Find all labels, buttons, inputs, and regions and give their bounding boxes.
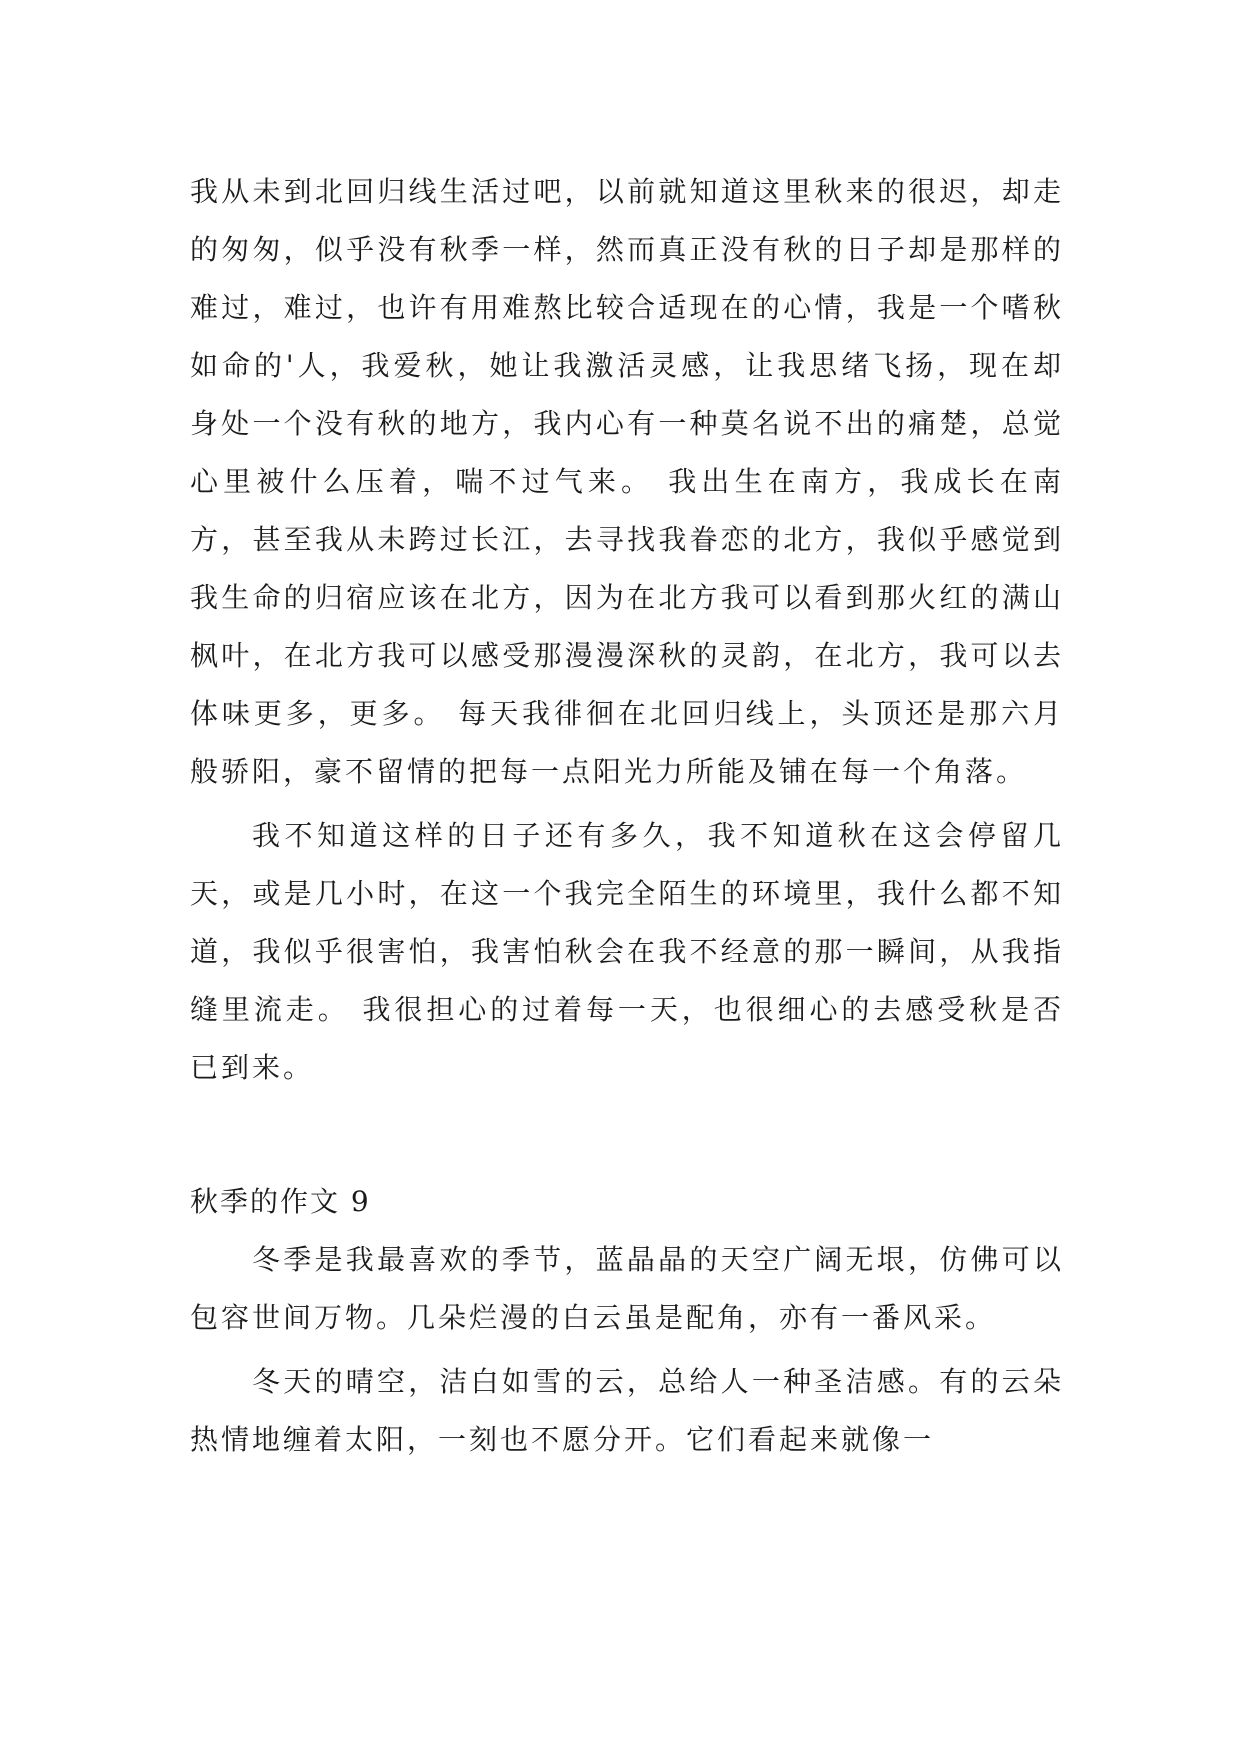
paragraph-winter-clouds: 冬天的晴空，洁白如雪的云，总给人一种圣洁感。有的云朵热情地缠着太阳，一刻也不愿分开。它们看起来就像一 — [190, 1365, 1064, 1456]
paragraph-autumn-north: 我从未到北回归线生活过吧，以前就知道这里秋来的很迟，却走的匆匆，似乎没有秋季一样，然而真正没有秋的日子却是那样的难过，难过，也许有用难熬比较合适现在的心情，我是一个嗜秋如命的'人，我爱秋，她让我激活灵感，让我思绪飞扬，现在却身处一个没有秋的地方，我内心有一种莫名说不出的痛楚，总觉心里被什么压着，喘不过气来。 我出生在南方，我成长在南方，甚至我从未跨过长江，去寻找我眷恋的北方，我似乎感觉到我生命的归宿应该在北方，因为在北方我可以看到那火红的满山枫叶，在北方我可以感受那漫漫深秋的灵韵，在北方，我可以去体味更多，更多。 每天我徘徊在北回归线上，头顶还是那六月般骄阳，豪不留情的把每一点阳光力所能及铺在每一个角落。 — [190, 175, 1064, 788]
paragraph-winter-sky: 冬季是我最喜欢的季节，蓝晶晶的天空广阔无垠，仿佛可以包容世间万物。几朵烂漫的白云虽是配角，亦有一番风采。 — [190, 1243, 1064, 1334]
document-body — [190, 163, 1064, 1469]
paragraph-autumn-waiting: 我不知道这样的日子还有多久，我不知道秋在这会停留几天，或是几小时，在这一个我完全陌生的环境里，我什么都不知道，我似乎很害怕，我害怕秋会在我不经意的那一瞬间，从我指缝里流走。 我很担心的过着每一天，也很细心的去感受秋是否已到来。 — [190, 819, 1064, 1084]
section-title: 秋季的作文 9 — [190, 1185, 371, 1218]
